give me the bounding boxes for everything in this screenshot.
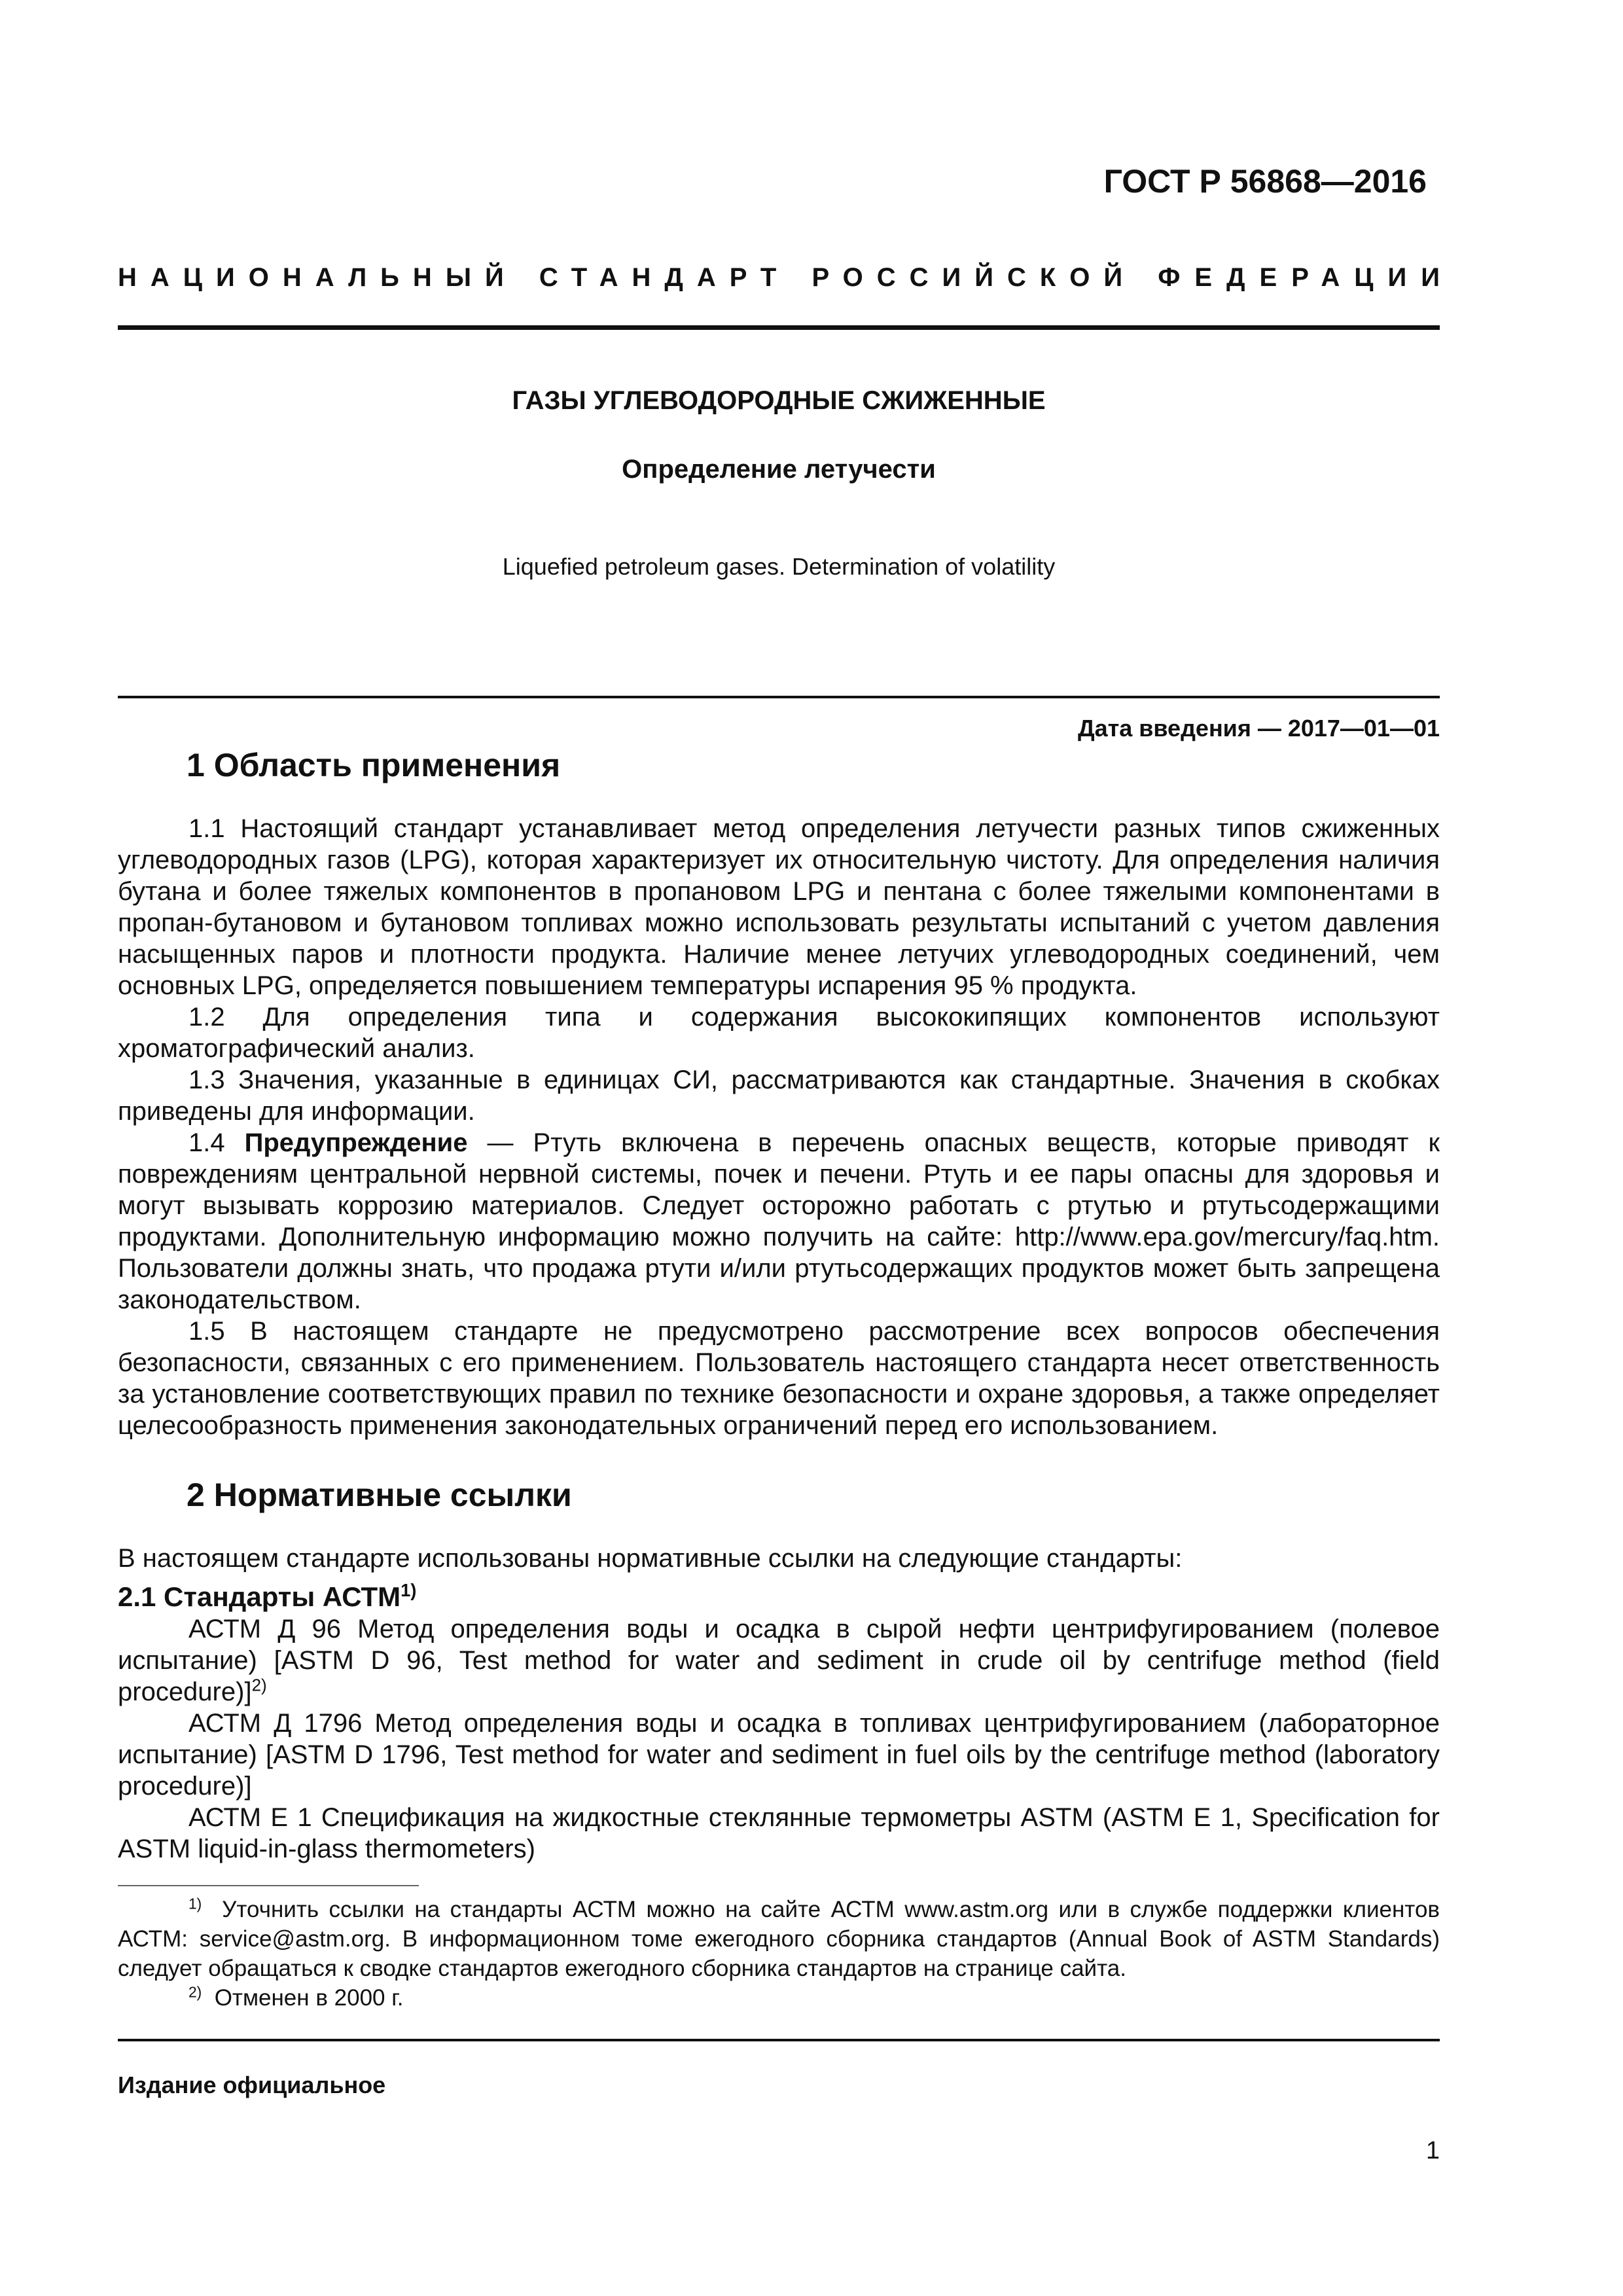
header-rule	[118, 325, 1440, 330]
footnotes	[118, 1895, 1440, 2013]
title-rule	[118, 696, 1440, 698]
reference-astm-d96-text: АСТМ Д 96 Метод определения воды и осадка в сырой нефти центрифугированием (полевое испытание) [ASTM D 96, Test method for water and sediment in crude oil by centrifuge method (field procedure)]	[118, 1615, 1440, 1706]
subsection-2-1-heading	[118, 1581, 1440, 1613]
paragraph-1-4	[118, 1127, 1440, 1316]
paragraph-1-1: 1.1 Настоящий стандарт устанавливает метод определения летучести разных типов сжиженных углеводородных газов (LPG), которая характеризует их относительную чистоту. Для определения наличия бутана и более тяжелых компонентов в пропановом LPG и пентана с более тяжелыми компонентами в пропан-бутановом и бутановом топливах можно использовать результаты испытаний с учетом давления насыщенных паров и плотности продукта. Наличие менее летучих углеводородных соединений, чем основных LPG, определяется повышением температуры испарения 95 % продукта.	[118, 814, 1440, 1000]
footnote-1	[118, 1895, 1440, 1983]
section-2-heading: 2 Нормативные ссылки	[187, 1477, 572, 1513]
footnote-1-text: Уточнить ссылки на стандарты АСТМ можно на сайте АСТМ www.astm.org или в службе поддержки клиентов АСТМ: service@astm.org. В информационном томе ежегодного сборника стандартов (Annual Book of ASTM Standards) следует обращаться к сводке стандартов ежегодного сборника стандартов на странице сайта.	[118, 1897, 1440, 1981]
footnote-2-mark: 2)	[188, 1983, 202, 2001]
subsection-2-1-title: 2.1 Стандарты АСТМ	[118, 1581, 401, 1612]
banner-word-3: РОССИЙСКОЙ	[812, 263, 1137, 292]
document-subtitle: Определение летучести	[622, 455, 936, 484]
banner-word-4: ФЕДЕРАЦИИ	[1158, 263, 1454, 292]
footer-rule	[118, 2039, 1440, 2041]
footnote-1-mark: 1)	[188, 1895, 202, 1912]
paragraph-1-4-text: — Ртуть включена в перечень опасных веществ, которые приводят к повреждениям центральной нервной системы, почек и печени. Ртуть и ее пары опасны для здоровья и могут вызывать коррозию материалов. Следует осторожно работать с ртутью и ртутьсодержащими продуктами. Дополнительную информацию можно получить на сайте: http://www.epa.gov/mercury/faq.htm. Пользователи должны знать, что продажа ртути и/или ртутьсодержащих продуктов может быть запрещена законодательством.	[118, 1128, 1440, 1314]
footnote-2	[118, 1983, 1440, 2013]
document-title: ГАЗЫ УГЛЕВОДОРОДНЫЕ СЖИЖЕННЫЕ	[512, 386, 1046, 415]
section-2-body	[118, 1543, 1440, 1865]
reference-astm-d96	[118, 1613, 1440, 1708]
reference-astm-e1: АСТМ Е 1 Спецификация на жидкостные стеклянные термометры ASTM (ASTM E 1, Specification for ASTM liquid-in-glass thermometers)	[118, 1803, 1440, 1863]
footnote-separator	[118, 1885, 419, 1886]
paragraph-1-3: 1.3 Значения, указанные в единицах СИ, рассматриваются как стандартные. Значения в скобках приведены для информации.	[118, 1066, 1440, 1126]
banner-title	[118, 263, 1454, 293]
edition-label: Издание официальное	[118, 2072, 386, 2098]
section-1-heading: 1 Область применения	[187, 747, 561, 783]
introduction-date: Дата введения — 2017—01—01	[1077, 715, 1440, 742]
footnote-ref-2: 2)	[251, 1675, 267, 1695]
banner-word-2: СТАНДАРТ	[539, 263, 791, 292]
footnote-ref-1: 1)	[401, 1580, 417, 1600]
paragraph-1-2: 1.2 Для определения типа и содержания высококипящих компонентов используют хроматографический анализ.	[118, 1003, 1440, 1063]
reference-astm-d1796: АСТМ Д 1796 Метод определения воды и осадка в топливах центрифугированием (лабораторное испытание) [ASTM D 1796, Test method for water and sediment in fuel oils by the centrifuge method (laboratory procedure)]	[118, 1709, 1440, 1801]
paragraph-1-4-number: 1.4	[188, 1128, 225, 1157]
standard-code: ГОСТ Р 56868—2016	[1103, 163, 1427, 200]
page-number: 1	[1425, 2137, 1440, 2164]
warning-label: Предупреждение	[244, 1128, 468, 1157]
section-1-body	[118, 813, 1440, 1441]
english-title: Liquefied petroleum gases. Determination of volatility	[502, 553, 1056, 580]
paragraph-1-5: 1.5 В настоящем стандарте не предусмотрено рассмотрение всех вопросов обеспечения безопасности, связанных с его применением. Пользователь настоящего стандарта несет ответственность за установление соответствующих правил по технике безопасности и охране здоровья, а также определяет целесообразность применения законодательных ограничений перед его использованием.	[118, 1317, 1440, 1440]
section-2-intro: В настоящем стандарте использованы нормативные ссылки на следующие стандарты:	[118, 1544, 1183, 1573]
banner-word-1: НАЦИОНАЛЬНЫЙ	[118, 263, 518, 292]
footnote-2-text: Отменен в 2000 г.	[214, 1985, 404, 2011]
